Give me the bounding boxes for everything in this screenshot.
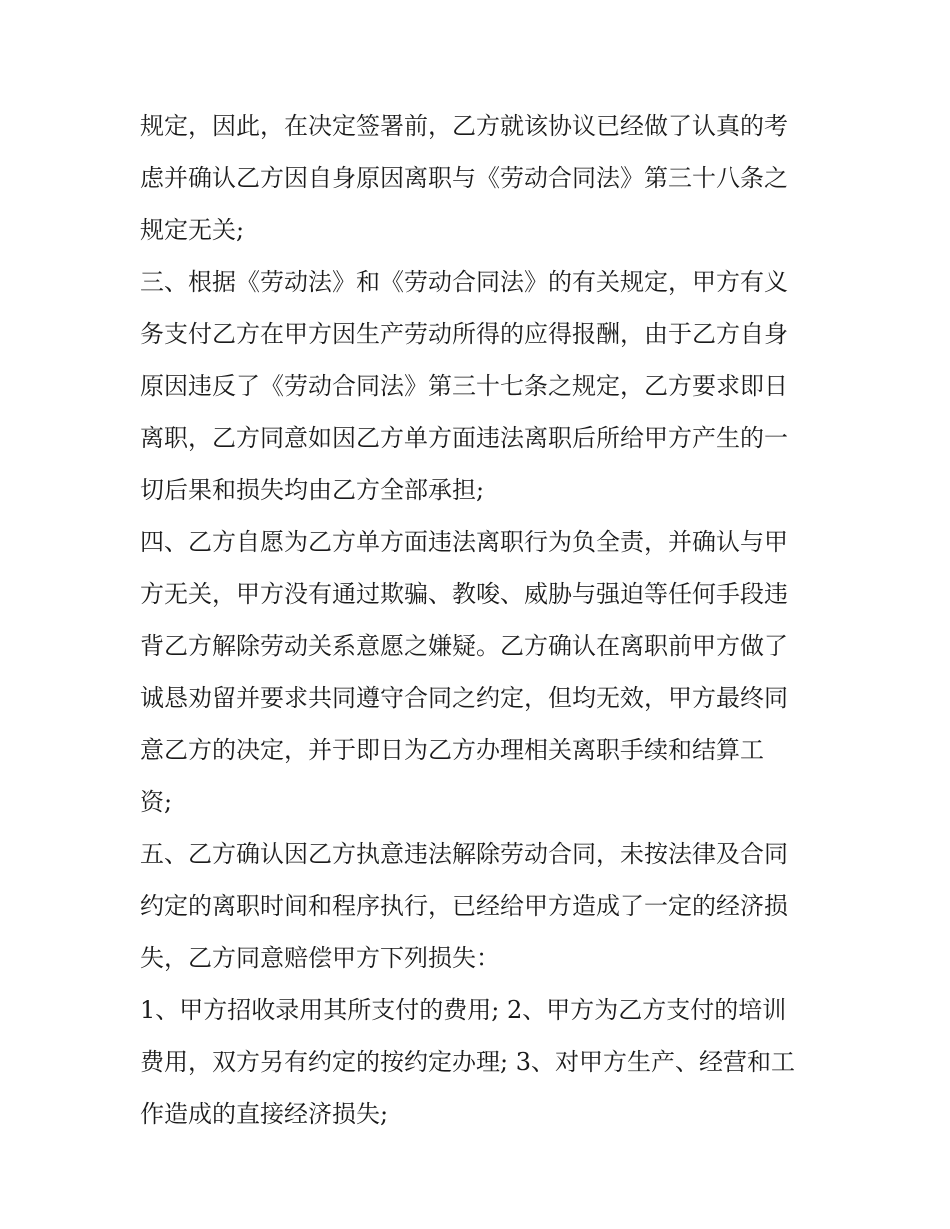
text-line: 离职，乙方同意如因乙方单方面违法离职后所给甲方产生的一 <box>140 424 788 452</box>
text-line: 诚恳劝留并要求共同遵守合同之约定，但均无效，甲方最终同 <box>140 684 788 712</box>
text-line: 背乙方解除劳动关系意愿之嫌疑。乙方确认在离职前甲方做了 <box>140 632 788 660</box>
text-line: 1、甲方招收录用其所支付的费用; 2、甲方为乙方支付的培训 <box>140 996 787 1024</box>
text-line: 规定无关; <box>140 216 245 244</box>
text-line: 原因违反了《劳动合同法》第三十七条之规定，乙方要求即日 <box>140 372 788 400</box>
text-line: 五、乙方确认因乙方执意违法解除劳动合同，未按法律及合同 <box>140 840 788 868</box>
text-line: 务支付乙方在甲方因生产劳动所得的应得报酬，由于乙方自身 <box>140 320 788 348</box>
text-line: 虑并确认乙方因自身原因离职与《劳动合同法》第三十八条之 <box>140 164 788 192</box>
text-line: 意乙方的决定，并于即日为乙方办理相关离职手续和结算工 <box>140 736 764 764</box>
text-line: 作造成的直接经济损失; <box>140 1100 389 1128</box>
text-line: 失，乙方同意赔偿甲方下列损失： <box>140 944 500 972</box>
text-line: 约定的离职时间和程序执行，已经给甲方造成了一定的经济损 <box>140 892 788 920</box>
text-line: 四、乙方自愿为乙方单方面违法离职行为负全责，并确认与甲 <box>140 528 788 556</box>
text-line: 切后果和损失均由乙方全部承担; <box>140 476 485 504</box>
text-line: 费用，双方另有约定的按约定办理; 3、对甲方生产、经营和工 <box>140 1048 795 1076</box>
text-line: 方无关，甲方没有通过欺骗、教唆、威胁与强迫等任何手段违 <box>140 580 788 608</box>
text-line: 资; <box>140 788 173 816</box>
text-line: 规定，因此，在决定签署前，乙方就该协议已经做了认真的考 <box>140 112 788 140</box>
document-body <box>140 100 830 1140</box>
text-line: 三、根据《劳动法》和《劳动合同法》的有关规定，甲方有义 <box>140 268 788 296</box>
